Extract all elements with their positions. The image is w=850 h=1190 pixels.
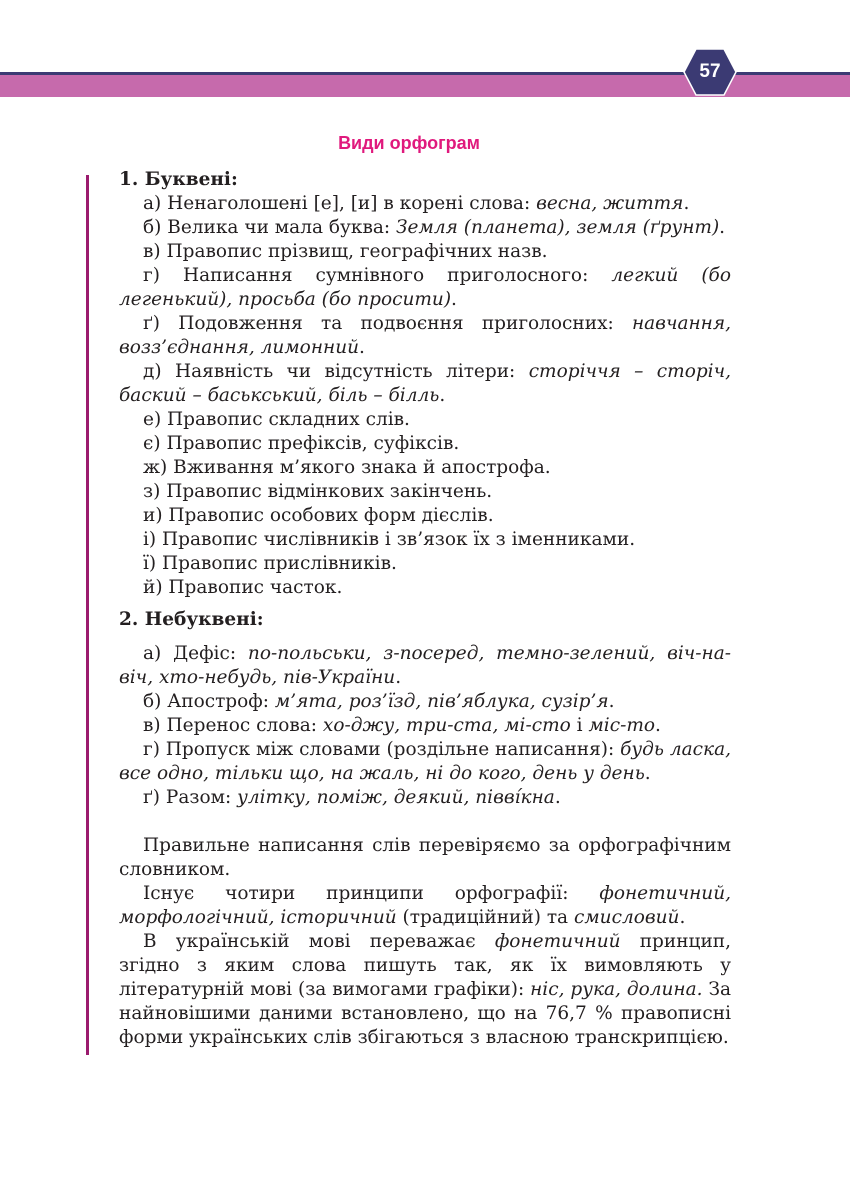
list-item: ї) Правопис прислівників. [143,553,397,574]
paragraph: Існує чотири принципи орфографії: фонетичний, морфологічний, історичний (традиційний) та смисловий. [119,883,731,928]
list-item: а) Дефіс: по-польськи, з-посеред, темно-зелений, віч-на-віч, хто-небудь, пів-України. [119,643,732,688]
list-item: з) Правопис відмінкових закінчень. [143,481,493,502]
list-item: в) Перенос слова: хо-джу, три-ста, мі-сто і міс-то. [143,715,661,736]
list-item: є) Правопис префіксів, суфіксів. [143,433,460,454]
list-item: ґ) Разом: улітку, поміж, деякий, півві́кна. [143,787,561,808]
page-title: Види орфограм [338,133,480,153]
list-item: и) Правопис особових форм дієслів. [143,505,494,526]
paragraph: В українській мові переважає фонетичний принцип, згідно з яким слова пишуть так, як їх вимовляють у літературній мові (за вимогами графіки): ніс, рука, долина. За найновішими даними встановлено, що на 76,7 % правописні форми українських слів збігаються з власною транскрипцією. [119,931,731,1048]
list-item: е) Правопис складних слів. [143,409,410,430]
page-number-badge [683,48,737,96]
paragraph: Правильне написання слів перевіряємо за орфографічним словником. [119,835,731,880]
list-item: ґ) Подовження та подвоєння приголосних: навчання, возз’єднання, лимонний. [119,313,731,358]
section-title: 2. Небуквені: [119,609,264,630]
margin-rule [86,175,89,1055]
list-item: і) Правопис числівників і зв’язок їх з іменниками. [143,529,636,550]
main-content [119,168,731,1050]
list-item: б) Велика чи мала буква: Земля (планета), земля (ґрунт). [143,217,726,238]
list-item: г) Написання сумнівного приголосного: легкий (бо легенький), просьба (бо просити). [119,265,731,310]
list-item: д) Наявність чи відсутність літери: сторіччя – сторіч, баский – баськський, біль – білль. [119,361,731,406]
list-item: й) Правопис часток. [143,577,343,598]
list-item: ж) Вживання м’якого знака й апострофа. [143,457,551,478]
page-number: 57 [699,61,721,82]
section-title: 1. Буквені: [119,169,238,190]
list-item: а) Ненаголошені [е], [и] в корені слова: весна, життя. [143,193,690,214]
list-item: г) Пропуск між словами (роздільне написання): будь ласка, все одно, тільки що, на жаль, ні до кого, день у день. [119,739,731,784]
list-item: б) Апостроф: м’ята, роз’їзд, пів’яблука, сузір’я. [143,691,615,712]
list-item: в) Правопис прізвищ, географічних назв. [143,241,548,262]
